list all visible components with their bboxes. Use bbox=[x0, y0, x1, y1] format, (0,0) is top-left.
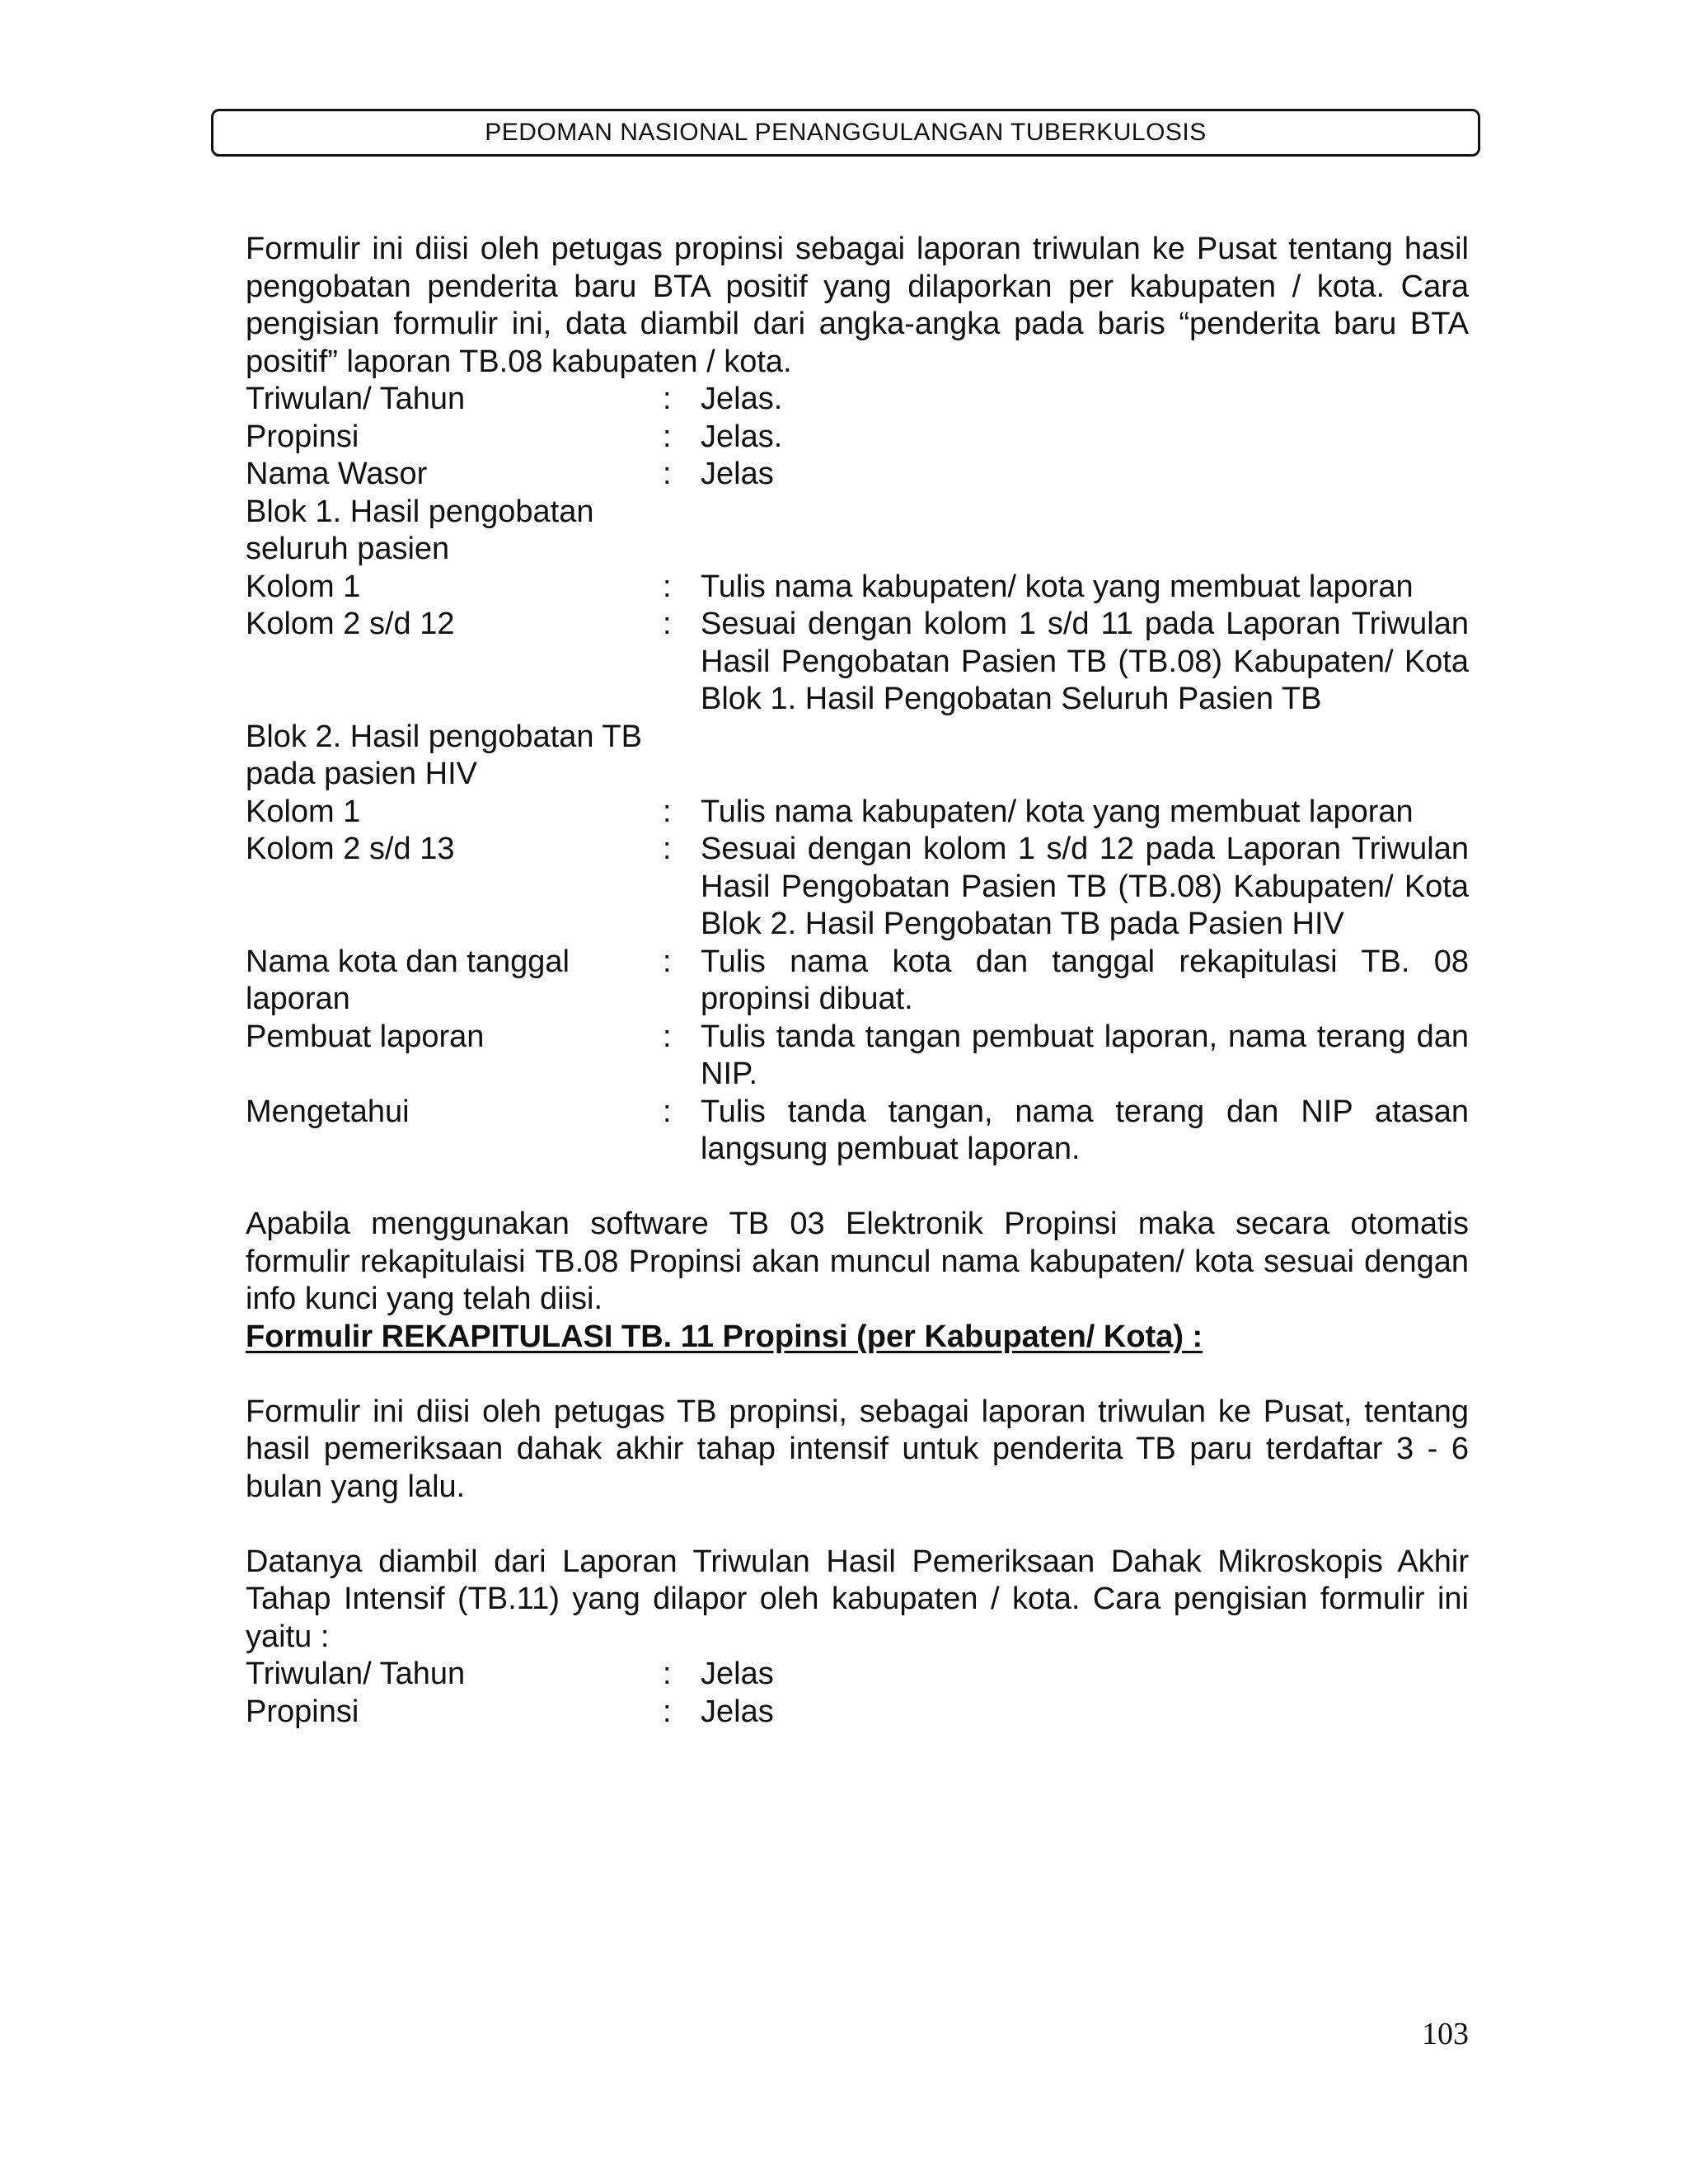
field-row bbox=[246, 381, 1469, 419]
field-colon: : bbox=[663, 457, 672, 491]
field-label: Propinsi bbox=[246, 419, 359, 454]
field-row bbox=[246, 831, 1469, 944]
field-label: Kolom 1 bbox=[246, 794, 361, 829]
field-row bbox=[246, 1019, 1469, 1094]
field-colon: : bbox=[663, 419, 672, 454]
field-label: Kolom 2 s/d 12 bbox=[246, 607, 455, 641]
field-colon: : bbox=[663, 832, 672, 866]
section-title: Formulir REKAPITULASI TB. 11 Propinsi (per Kabupaten/ Kota) : bbox=[246, 1319, 1203, 1354]
field-value: Jelas bbox=[701, 1657, 774, 1691]
field-label: Blok 1. Hasil pengobatan seluruh pasien bbox=[246, 494, 594, 566]
field-value: Sesuai dengan kolom 1 s/d 11 pada Laporan Triwulan Hasil Pengobatan Pasien TB (TB.08) Kabupaten/ Kota Blok 1. Hasil Pengobatan Seluruh Pasien TB bbox=[701, 607, 1469, 716]
field-colon: : bbox=[663, 569, 672, 604]
field-colon: : bbox=[663, 382, 672, 416]
field-label: Propinsi bbox=[246, 1694, 359, 1729]
field-label: Kolom 2 s/d 13 bbox=[246, 832, 455, 866]
field-colon: : bbox=[663, 607, 672, 641]
field-value: Tulis nama kabupaten/ kota yang membuat laporan bbox=[701, 569, 1414, 604]
field-label: Mengetahui bbox=[246, 1094, 410, 1129]
field-label: Nama kota dan tanggal laporan bbox=[246, 944, 570, 1016]
field-value: Tulis nama kabupaten/ kota yang membuat laporan bbox=[701, 794, 1414, 829]
field-value: Tulis tanda tangan, nama terang dan NIP atasan langsung pembuat laporan. bbox=[701, 1094, 1469, 1166]
field-row bbox=[246, 456, 1469, 494]
field-label: Pembuat laporan bbox=[246, 1019, 485, 1054]
field-label: Triwulan/ Tahun bbox=[246, 382, 466, 416]
field-row-block-heading bbox=[246, 494, 1469, 569]
field-colon: : bbox=[663, 1094, 672, 1129]
running-header-title: PEDOMAN NASIONAL PENANGGULANGAN TUBERKULOSIS bbox=[485, 119, 1207, 146]
page-number: 103 bbox=[1422, 2017, 1469, 2051]
field-colon: : bbox=[663, 1657, 672, 1691]
field-label: Nama Wasor bbox=[246, 457, 428, 491]
field-colon: : bbox=[663, 794, 672, 829]
field-value: Jelas. bbox=[701, 419, 783, 454]
field-list-tb11 bbox=[246, 1656, 1469, 1731]
field-label: Triwulan/ Tahun bbox=[246, 1657, 466, 1691]
field-list-tb08 bbox=[246, 381, 1469, 1169]
field-row bbox=[246, 1094, 1469, 1169]
field-row bbox=[246, 419, 1469, 457]
field-value: Tulis tanda tangan pembuat laporan, nama terang dan NIP. bbox=[701, 1019, 1469, 1091]
field-label: Blok 2. Hasil pengobatan TB pada pasien HIV bbox=[246, 719, 642, 791]
field-row bbox=[246, 569, 1469, 607]
field-label: Kolom 1 bbox=[246, 569, 361, 604]
field-row bbox=[246, 944, 1469, 1019]
field-value: Jelas bbox=[701, 1694, 774, 1729]
section-paragraph-2: Datanya diambil dari Laporan Triwulan Hasil Pemeriksaan Dahak Mikroskopis Akhir Tahap Intensif (TB.11) yang dilapor oleh kabupaten / kota. Cara pengisian formulir ini yaitu : bbox=[246, 1544, 1469, 1654]
intro-paragraph: Formulir ini diisi oleh petugas propinsi sebagai laporan triwulan ke Pusat tentang hasil pengobatan penderita baru BTA positif yang dilaporkan per kabupaten / kota. Cara pengisian formulir ini, data diambil dari angka-angka pada baris “penderita baru BTA positif” laporan TB.08 kabupaten / kota. bbox=[246, 232, 1469, 379]
page-content bbox=[246, 231, 1469, 1731]
field-colon: : bbox=[663, 944, 672, 979]
field-value: Sesuai dengan kolom 1 s/d 12 pada Laporan Triwulan Hasil Pengobatan Pasien TB (TB.08) Kabupaten/ Kota Blok 2. Hasil Pengobatan TB pada Pasien HIV bbox=[701, 832, 1469, 941]
field-colon: : bbox=[663, 1694, 672, 1729]
field-row bbox=[246, 606, 1469, 719]
field-row-block-heading bbox=[246, 719, 1469, 794]
field-value: Jelas bbox=[701, 457, 774, 491]
running-header bbox=[211, 109, 1480, 157]
field-row bbox=[246, 794, 1469, 832]
field-colon: : bbox=[663, 1019, 672, 1054]
field-row bbox=[246, 1656, 1469, 1694]
field-row bbox=[246, 1694, 1469, 1732]
field-value: Jelas. bbox=[701, 382, 783, 416]
field-value: Tulis nama kota dan tanggal rekapitulasi TB. 08 propinsi dibuat. bbox=[701, 944, 1469, 1016]
software-note-paragraph: Apabila menggunakan software TB 03 Elektronik Propinsi maka secara otomatis formulir rekapitulaisi TB.08 Propinsi akan muncul nama kabupaten/ kota sesuai dengan info kunci yang telah diisi. bbox=[246, 1207, 1469, 1316]
section-paragraph-1: Formulir ini diisi oleh petugas TB propinsi, sebagai laporan triwulan ke Pusat, tentang hasil pemeriksaan dahak akhir tahap intensif untuk penderita TB paru terdaftar 3 - 6 bulan yang lalu. bbox=[246, 1394, 1469, 1504]
